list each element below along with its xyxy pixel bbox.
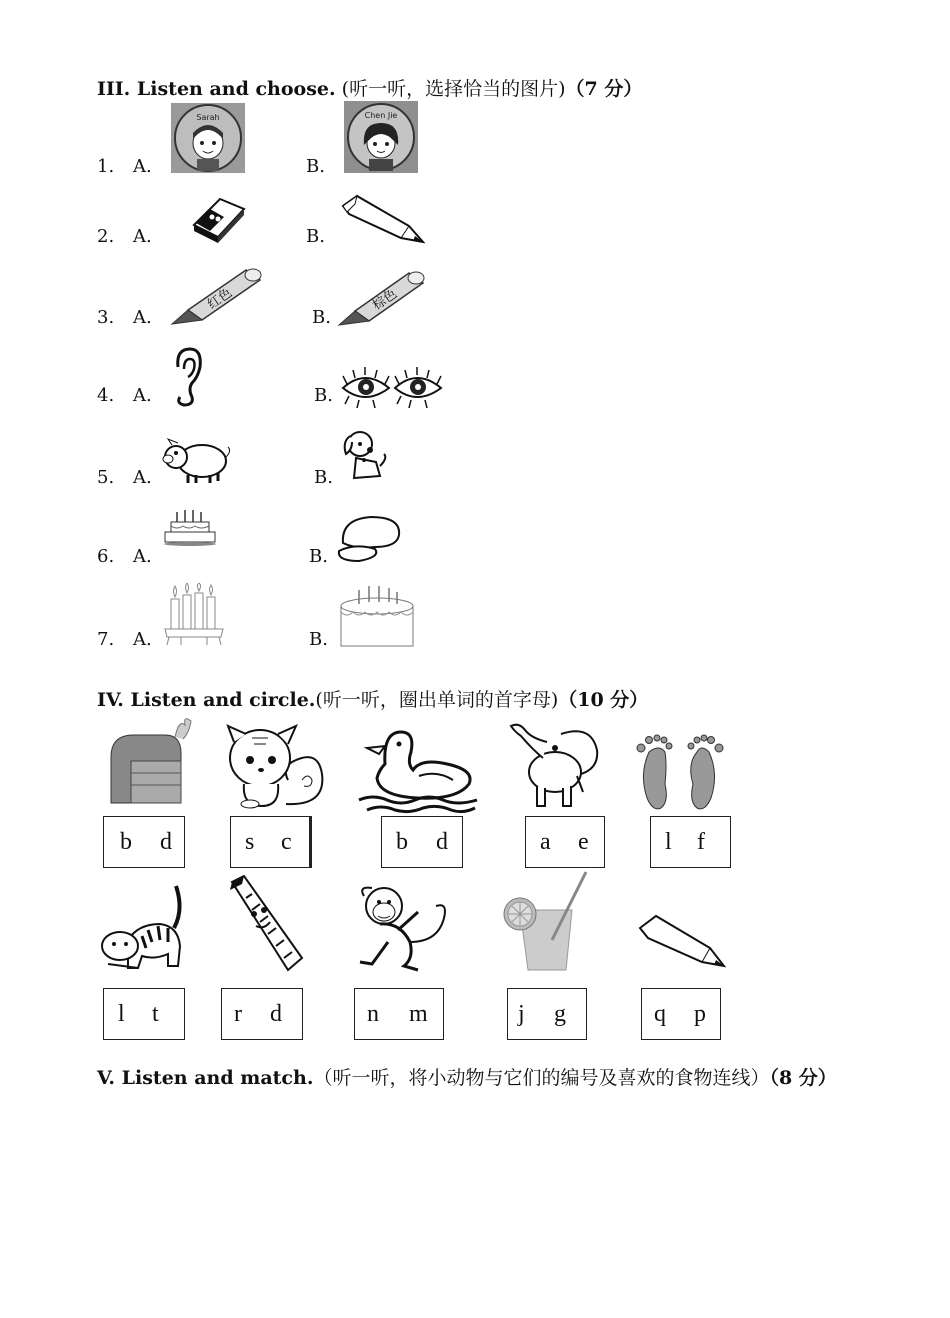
letter-choice-box[interactable]	[381, 816, 463, 868]
option-a-label: A.	[133, 226, 152, 247]
question-number: 5.	[97, 467, 115, 488]
dog-icon[interactable]	[340, 428, 390, 482]
badge-name-a: Sarah	[196, 113, 220, 122]
crayon-color-b: 棕色	[370, 286, 401, 314]
section-3-heading	[97, 74, 642, 101]
cake-icon[interactable]	[163, 506, 217, 546]
letter-option[interactable]: a	[540, 828, 551, 855]
option-b-label: B.	[306, 156, 325, 177]
feet-icon	[631, 730, 731, 812]
section-5-instruction: （听一听，将小动物与它们的编号及喜欢的食物连线）	[313, 1067, 770, 1089]
letter-option[interactable]: l	[665, 828, 672, 855]
section-4-title: IV. Listen and circle.	[97, 689, 316, 711]
girl-badge-icon[interactable]	[171, 103, 245, 173]
letter-option[interactable]: b	[120, 828, 132, 855]
girl-badge-icon[interactable]	[344, 101, 418, 173]
letter-option[interactable]: s	[245, 828, 255, 855]
letter-choice-box[interactable]	[103, 988, 185, 1040]
option-b-label: B.	[306, 226, 325, 247]
pencil-icon	[632, 908, 726, 974]
elephant-icon	[507, 716, 603, 810]
letter-choice-box[interactable]	[230, 816, 312, 868]
letter-option[interactable]: m	[409, 1000, 428, 1027]
option-a-label: A.	[133, 307, 152, 328]
letter-option[interactable]: d	[436, 828, 448, 855]
section-4-points: （10 分）	[558, 689, 649, 711]
letter-option[interactable]: q	[654, 1000, 666, 1027]
tiger-icon	[98, 880, 186, 974]
letter-option[interactable]: p	[694, 1000, 706, 1027]
question-number: 3.	[97, 307, 115, 328]
section-3-points: （7 分）	[565, 78, 643, 100]
question-number: 1.	[97, 156, 115, 177]
letter-choice-box[interactable]	[650, 816, 731, 868]
eraser-icon[interactable]	[190, 191, 246, 243]
candles-icon[interactable]	[161, 583, 227, 647]
letter-option[interactable]: n	[367, 1000, 379, 1027]
section-3-title: III. Listen and choose.	[97, 78, 336, 100]
letter-option[interactable]: e	[578, 828, 589, 855]
bread-icon[interactable]	[335, 513, 403, 563]
letter-option[interactable]: g	[554, 1000, 566, 1027]
letter-option[interactable]: f	[697, 828, 705, 855]
crayon-icon[interactable]	[170, 266, 264, 326]
crayon-icon[interactable]	[337, 269, 427, 327]
section-3-instruction: (听一听，选择恰当的图片)	[335, 78, 566, 100]
letter-option[interactable]: d	[270, 1000, 282, 1027]
question-number: 4.	[97, 385, 115, 406]
letter-option[interactable]: t	[152, 1000, 159, 1027]
option-b-label: B.	[309, 629, 328, 650]
letter-option[interactable]: d	[160, 828, 172, 855]
section-4-instruction: (听一听，圈出单词的首字母)	[315, 689, 559, 711]
option-a-label: A.	[133, 629, 152, 650]
letter-choice-box[interactable]	[354, 988, 444, 1040]
pencil-icon[interactable]	[335, 192, 425, 244]
eyes-icon[interactable]	[341, 366, 443, 412]
letter-option[interactable]: b	[396, 828, 408, 855]
letter-option[interactable]: r	[234, 1000, 242, 1027]
letter-option[interactable]: l	[118, 1000, 125, 1027]
option-a-label: A.	[133, 546, 152, 567]
ear-icon[interactable]	[170, 347, 204, 407]
section-5-points: （8 分）	[769, 1067, 837, 1089]
squirrel-icon	[222, 722, 330, 810]
duck-icon	[357, 724, 481, 814]
question-number: 2.	[97, 226, 115, 247]
question-number: 7.	[97, 629, 115, 650]
ruler-icon	[224, 874, 306, 974]
option-b-label: B.	[314, 467, 333, 488]
bread-icon	[105, 717, 197, 809]
badge-name-b: Chen Jie	[364, 111, 398, 120]
option-b-label: B.	[314, 385, 333, 406]
option-b-label: B.	[312, 307, 331, 328]
pig-icon[interactable]	[162, 435, 232, 485]
juice-icon	[500, 870, 588, 976]
section-5-heading	[97, 1063, 837, 1090]
crayon-color-a: 红色	[205, 285, 236, 313]
letter-option[interactable]: c	[281, 828, 292, 855]
option-a-label: A.	[133, 156, 152, 177]
letter-option[interactable]: j	[518, 1000, 525, 1027]
question-number: 6.	[97, 546, 115, 567]
letter-choice-box[interactable]	[525, 816, 605, 868]
letter-choice-box[interactable]	[103, 816, 185, 868]
option-a-label: A.	[133, 467, 152, 488]
letter-choice-box[interactable]	[641, 988, 721, 1040]
section-4-heading	[97, 685, 648, 712]
section-5-title: V. Listen and match.	[97, 1067, 314, 1089]
option-a-label: A.	[133, 385, 152, 406]
option-b-label: B.	[309, 546, 328, 567]
letter-choice-box[interactable]	[221, 988, 303, 1040]
letter-choice-box[interactable]	[507, 988, 587, 1040]
monkey-icon	[348, 882, 454, 976]
birthday-cake-icon[interactable]	[337, 582, 415, 648]
